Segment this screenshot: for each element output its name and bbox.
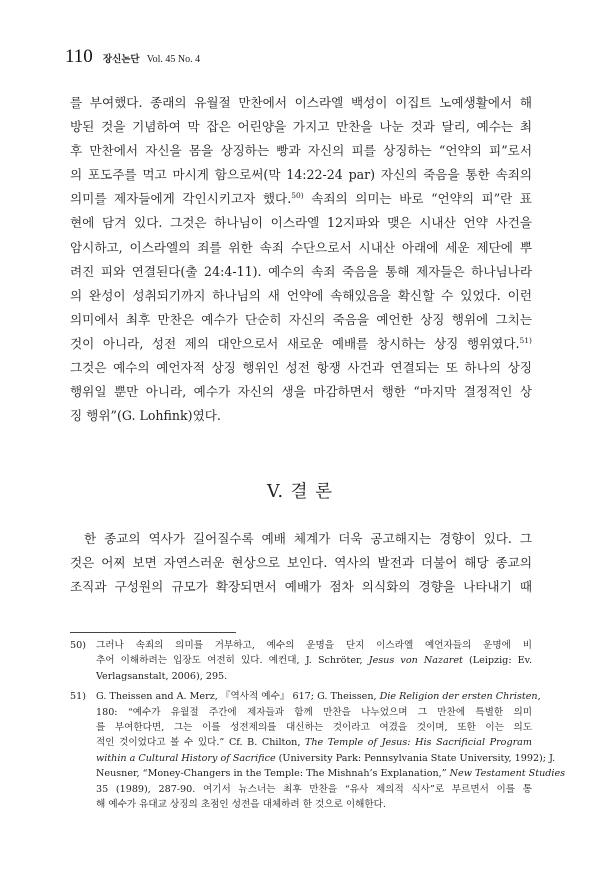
text-line: 그것은 예수의 예언자적 상징 행위인 성전 항쟁 사건과 연결되는 또 하나의 상징 — [70, 360, 532, 376]
footnote-line: 를 부여한다면, 그는 이를 성전제의를 대신하는 것이라고 여겼을 것이며, 또한 이는 의도 — [96, 722, 532, 734]
footnote-50 — [70, 638, 532, 684]
running-header — [65, 46, 200, 70]
footnote-number: 51) — [70, 691, 86, 703]
body-paragraph-1 — [70, 91, 532, 428]
page-number: 110 — [65, 46, 93, 67]
footnote-ref-51[interactable]: 51) — [519, 335, 532, 345]
text-line: 징 행위”(G. Lohfink)였다. — [70, 408, 221, 424]
text-line: 후 만찬에서 자신을 몸을 상징하는 빵과 자신의 피를 상징하는 “언약의 피”로서 — [70, 143, 532, 159]
footnote-line: 해 예수가 유대교 상징의 초점인 성전을 대체하려 한 것으로 이해한다. — [96, 799, 386, 811]
footnote-line: G. Theissen and A. Merz, 『역사적 예수』 617; G. Theissen, Die Religion der ersten Christen, — [96, 691, 541, 703]
journal-name: 장신논단 — [102, 54, 140, 65]
text-line: 방된 것을 기념하여 막 잡은 어린양을 가지고 만찬을 나눈 것과 달리, 예수는 최 — [70, 119, 532, 135]
text-line: 암시하고, 이스라엘의 죄를 위한 속죄 수단으로서 시내산 아래에 세운 제단에 뿌 — [70, 239, 532, 255]
text-line: 의미를 제자들에게 각인시키고자 했다.$^{50)}$ 속죄의 의미는 바로 “언약의 피”란 표 — [70, 191, 532, 207]
footnote-line: 적인 것이었다고 볼 수 있다.” Cf. B. Chilton, The Temple of Jesus: His Sacrificial Program — [96, 737, 532, 749]
text-line: 의미에서 최후 만찬은 예수가 단순히 자신의 죽음을 예언한 상징 행위에 그치는 — [70, 311, 532, 327]
footnote-line: 그러나 속죄의 의미를 거부하고, 예수의 운명을 단지 이스라엘 예언자들의 운명에 비 — [96, 640, 532, 651]
footnote-separator — [70, 632, 236, 633]
footnote-line: 추어 이해하려는 입장도 여전히 있다. 예컨대, J. Schröter, Jesus von Nazaret (Leipzig: Ev. — [96, 655, 533, 667]
footnote-ref-50[interactable]: 50) — [291, 191, 304, 201]
footnote-line: 180: “예수가 유월절 주간에 제자들과 함께 만찬을 나누었으며 그 만찬에 특별한 의미 — [96, 706, 532, 718]
text-line: 려진 피와 연결된다(출 24:4-11). 예수의 속죄 죽음을 통해 제자들은 하나님나라 — [70, 263, 532, 279]
footnote-51 — [70, 689, 566, 812]
footnote-line: within a Cultural History of Sacrifice (University Park: Pennsylvania State University, 1992); J. — [96, 752, 556, 764]
body-paragraph-2 — [70, 527, 532, 599]
text-line: 조직과 구성원의 규모가 확장되면서 예배가 점차 의식화의 경향을 나타내기 때 — [70, 579, 532, 595]
footnotes — [70, 638, 566, 817]
footnote-line: Verlagsanstalt, 2006), 295. — [96, 670, 228, 682]
volume-info: Vol. 45 No. 4 — [146, 54, 201, 65]
text-line: 를 부여했다. 종래의 유월절 만찬에서 이스라엘 백성이 이집트 노예생활에서 해 — [70, 95, 532, 110]
footnote-line: 35 (1989), 287-90. 여기서 뉴스너는 최후 만찬을 “유사 제의적 식사”로 부르면서 이를 통 — [96, 783, 532, 795]
text-line: 의 완성이 성취되기까지 하나님의 새 언약에 속해있음을 확신할 수 있었다. 이런 — [70, 287, 532, 303]
text-line: 한 종교의 역사가 길어질수록 예배 체계가 더욱 공고해지는 경향이 있다. 그 — [84, 531, 532, 546]
text-line: 의 포도주를 먹고 마시게 함으로써(막 14:22-24 par) 자신의 죽음을 통한 속죄의 — [70, 167, 532, 183]
text-line: 것은 어찌 보면 자연스러운 현상으로 보인다. 역사의 발전과 더불어 해당 종교의 — [70, 555, 532, 571]
text-line: 행위일 뿐만 아니라, 예수가 자신의 생을 마감하면서 행한 “마지막 결정적인 상 — [70, 384, 532, 400]
footnote-number: 50) — [70, 640, 86, 651]
footnote-line: Neusner, “Money-Changers in the Temple: The Mishnah’s Explanation,” New Testament Studies — [96, 768, 566, 780]
text-line: 현에 담겨 있다. 그것은 하나님이 이스라엘 12지파와 맺은 시내산 언약 사건을 — [70, 215, 532, 231]
text-line: 것이 아니라, 성전 제의 대안으로서 새로운 예배를 창시하는 상징 행위였다.$^{51)}$ — [70, 335, 532, 351]
section-heading: V. 결 론 — [266, 482, 334, 502]
